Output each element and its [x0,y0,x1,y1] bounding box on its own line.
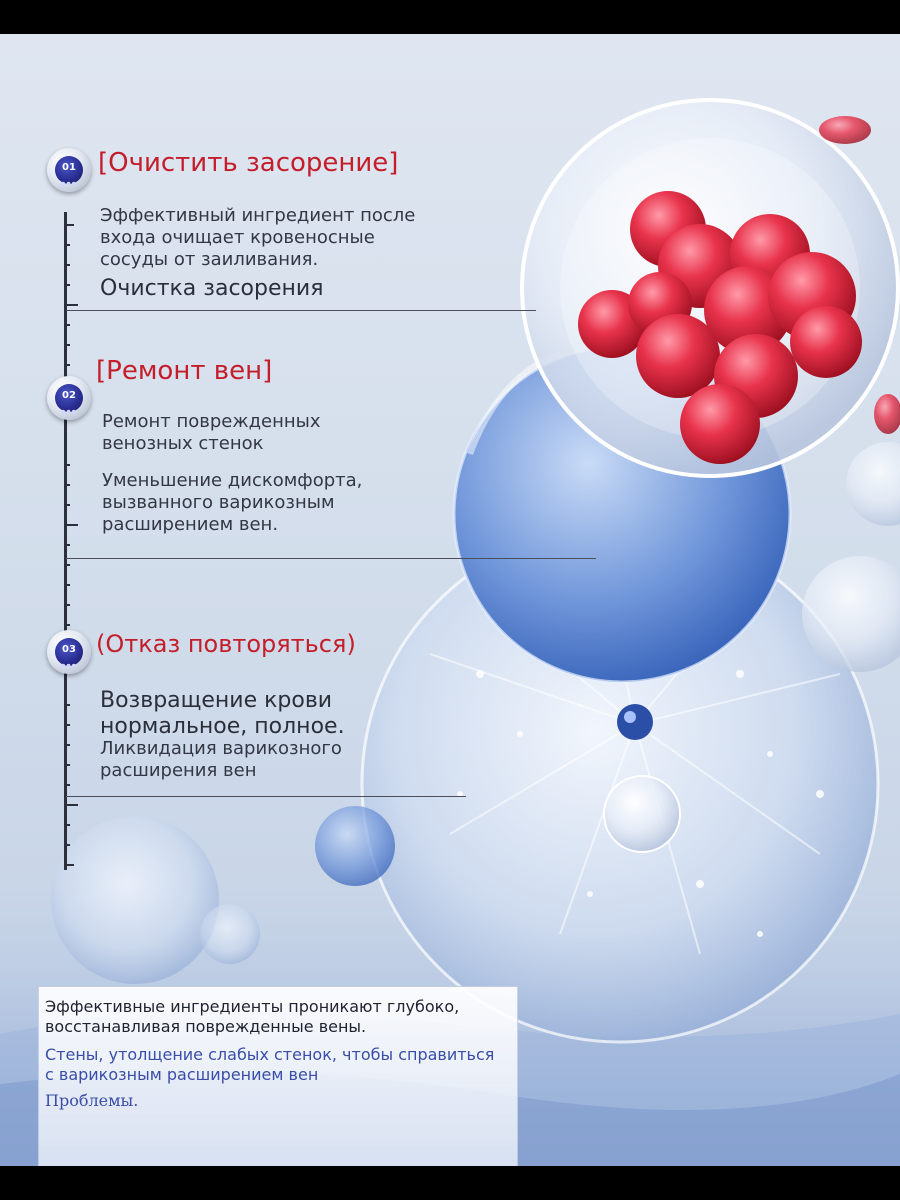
section-divider [66,558,596,559]
step-number: 02 [62,390,76,401]
section-emphasis: Очистка засорения [100,276,324,301]
summary-line: восстанавливая поврежденные вены. [45,1017,367,1036]
section-heading: [Очистить засорение] [98,148,399,178]
poster [0,34,900,1166]
section-text-line: сосуды от заиливания. [100,249,319,270]
step-badge-01: 01 ●●● [47,148,91,192]
section-big-line: Возвращение крови [100,688,333,713]
section-text-line: входа очищает кровеносные [100,227,375,248]
summary-line: Стены, утолщение слабых стенок, чтобы справиться [45,1045,495,1064]
section-big-line: нормальное, полное. [100,714,345,739]
section-heading: [Ремонт вен] [96,356,273,386]
step-number: 03 [62,644,76,655]
section-text-line: венозных стенок [102,433,264,454]
section-text-line: расширения вен [100,760,257,781]
summary-line: Проблемы. [45,1091,139,1110]
summary-box [38,986,518,1166]
section-text-line: Ликвидация варикозного [100,738,342,759]
step-badge-03: 03 ●●● [47,630,91,674]
section-text-line: Уменьшение дискомфорта, [102,470,363,491]
section-text-line: Эффективный ингредиент после [100,205,416,226]
section-divider [66,310,536,311]
section-divider [66,796,466,797]
section-text-line: вызванного варикозным [102,492,335,513]
section-text-line: расширением вен. [102,514,279,535]
summary-line: с варикозным расширением вен [45,1065,319,1084]
step-badge-02: 02 ●●● [47,376,91,420]
section-text-line: Ремонт поврежденных [102,411,321,432]
step-number: 01 [62,162,76,173]
summary-line: Эффективные ингредиенты проникают глубоко, [45,997,460,1016]
section-heading: (Отказ повторяться) [96,630,356,658]
